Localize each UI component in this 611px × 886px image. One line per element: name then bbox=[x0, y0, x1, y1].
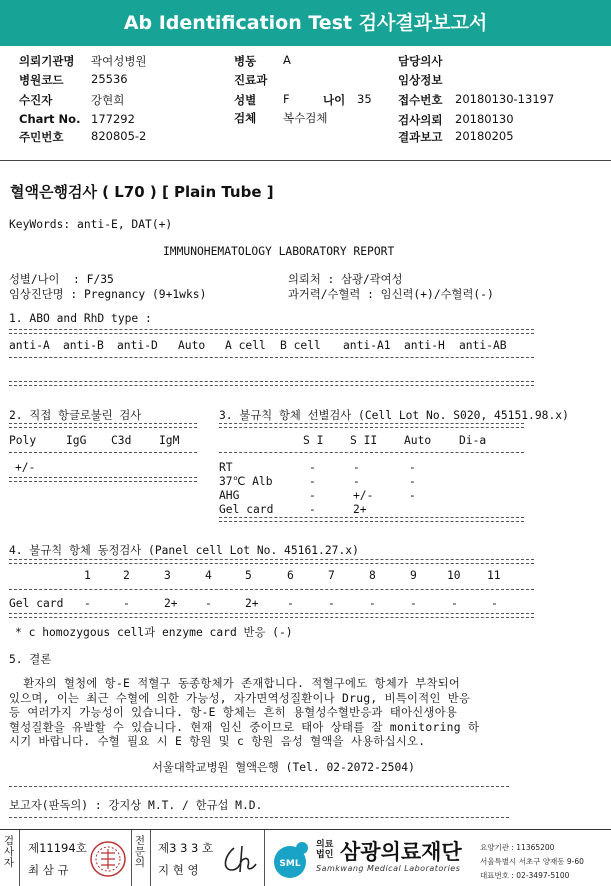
logo-text: SML bbox=[279, 859, 301, 869]
reporter-rule-top bbox=[9, 786, 509, 787]
info-sex-age: 성별/나이 : F/35 bbox=[9, 273, 114, 286]
hdr-c2-r2: 성별 F bbox=[234, 92, 290, 107]
inspector-seal-icon bbox=[88, 839, 128, 879]
panel-cell-number: 6 bbox=[287, 569, 294, 582]
sec2-header-cell: IgM bbox=[159, 434, 180, 447]
sec3-cell: 2+ bbox=[353, 503, 367, 516]
sec1-header-cell: anti-AB bbox=[459, 339, 507, 352]
panel-cell-number: 11 bbox=[487, 569, 501, 582]
panel-cell-result: 2+ bbox=[164, 597, 178, 610]
panel-cell-result: 2+ bbox=[245, 597, 259, 610]
sec3-row-label: Gel card bbox=[219, 503, 274, 516]
sec4-rule-bottom bbox=[9, 613, 534, 618]
sec1-rule-mid bbox=[9, 357, 534, 358]
hdr-c2-r3: 검체 복수검체 bbox=[234, 111, 328, 125]
info-diagnosis: 임상진단명 : Pregnancy (9+1wks) bbox=[9, 288, 207, 301]
conclusion-line: 있으며, 이는 최근 수혈에 의한 가능성, 자가면역성질환이나 Drug, 비특이적인 반응 bbox=[9, 691, 471, 705]
info-history: 과거력/수혈력 : 임신력(+)/수혈력(-) bbox=[288, 288, 494, 301]
sec2-rule-top bbox=[9, 423, 197, 428]
org-english: Samkwang Medical Laboratories bbox=[316, 864, 461, 873]
sec3-cell: - bbox=[409, 475, 416, 488]
hdr-c1-r0: 의뢰기관명 곽여성병원 bbox=[19, 54, 147, 68]
sec3-cell: - bbox=[309, 489, 316, 502]
sec2-title: 2. 직접 항글로불린 검사 bbox=[9, 409, 142, 422]
sec3-cell: +/- bbox=[353, 489, 374, 502]
panel-cell-result: - bbox=[369, 597, 376, 610]
sec4-row-label: Gel card bbox=[9, 597, 64, 610]
sec2-rule-mid bbox=[9, 452, 197, 453]
sec3-cell: - bbox=[353, 475, 360, 488]
hdr-age: 나이 35 bbox=[323, 92, 372, 107]
inspector-vertical-label: 검 사 자 bbox=[3, 835, 15, 869]
sec3-row-label: 37℃ Alb bbox=[219, 475, 273, 488]
hdr-c1-r4: 주민번호 820805-2 bbox=[19, 129, 147, 144]
hdr-c2-r0: 병동 A bbox=[234, 53, 291, 68]
inspector-no: 제11194호 bbox=[28, 841, 87, 855]
sec1-header-cell: anti-D bbox=[117, 339, 158, 352]
specialist-name: 지 현 영 bbox=[158, 863, 199, 877]
info-requester: 의뢰처 : 삼광/곽여성 bbox=[288, 273, 403, 286]
hdr-c2-r1: 진료과 bbox=[234, 73, 268, 87]
panel-cell-number: 10 bbox=[447, 569, 461, 582]
footer bbox=[0, 829, 611, 886]
sec3-cell: - bbox=[309, 475, 316, 488]
sec1-header-cell: anti-A bbox=[9, 339, 50, 352]
org-prefix: 의료 법인 bbox=[316, 840, 334, 860]
sec1-header-cell: anti-B bbox=[63, 339, 104, 352]
hdr-c1-r2: 수진자 강현희 bbox=[19, 93, 125, 107]
footer-divider-2 bbox=[131, 830, 132, 886]
org-name: 삼광의료재단 bbox=[340, 840, 462, 864]
panel-cell-number: 8 bbox=[369, 569, 376, 582]
sec3-row-label: RT bbox=[219, 461, 233, 474]
hdr-c1-r3: Chart No. 177292 bbox=[19, 112, 135, 126]
panel-cell-number: 5 bbox=[245, 569, 252, 582]
sec4-rule-top bbox=[9, 559, 534, 564]
hdr-c3-r0: 담당의사 bbox=[398, 54, 443, 68]
sec3-cell: - bbox=[409, 461, 416, 474]
sec3-row-label: AHG bbox=[219, 489, 240, 502]
panel-cell-result: - bbox=[84, 597, 91, 610]
sec2-rule-bottom bbox=[9, 477, 197, 482]
org-code: 요양기관 : 11365200 bbox=[480, 843, 555, 852]
sml-logo-icon bbox=[268, 836, 314, 882]
conclusion-line: 등 여러가지 가능성이 있습니다. 항-E 항체는 흔히 용혈성수혈반응과 태아신생아용 bbox=[9, 706, 458, 719]
sec1-header-cell: Auto bbox=[178, 339, 206, 352]
sec3-rule-bottom bbox=[219, 517, 524, 522]
sec3-cell: - bbox=[353, 461, 360, 474]
sec4-note: * c homozygous cell과 enzyme card 반응 (-) bbox=[15, 626, 293, 639]
conclusion-line: 환자의 혈청에 항-E 적혈구 동종항체가 존재합니다. 적혈구에도 항체가 부착되어 bbox=[9, 677, 461, 690]
conclusion-line: 시기 바랍니다. 수혈 필요 시 E 항원 및 c 항원 음성 혈액을 사용하십시오. bbox=[9, 735, 426, 748]
sec1-header-cell: anti-A1 bbox=[343, 339, 391, 352]
sec3-title: 3. 불규칙 항체 선별검사 (Cell Lot No. S020, 45151.98.x) bbox=[219, 409, 569, 422]
sec3-rule-top bbox=[219, 423, 524, 428]
hdr-c3-r1: 임상정보 bbox=[398, 73, 443, 87]
sec4-title: 4. 불규칙 항체 동정검사 (Panel cell Lot No. 45161.27.x) bbox=[9, 544, 359, 557]
panel-cell-result: - bbox=[451, 597, 458, 610]
hospital-line: 서울대학교병원 혈액은행 (Tel. 02-2072-2504) bbox=[152, 761, 415, 774]
sec1-header-cell: anti-H bbox=[404, 339, 445, 352]
footer-divider-3 bbox=[150, 830, 151, 886]
panel-cell-number: 9 bbox=[410, 569, 417, 582]
signature-icon bbox=[220, 842, 260, 876]
sec3-cell: - bbox=[309, 503, 316, 516]
sec3-rule-mid bbox=[219, 452, 524, 453]
sec3-header-cell: S I bbox=[303, 434, 324, 447]
panel-cell-result: - bbox=[287, 597, 294, 610]
specialist-no: 제3 3 3 호 bbox=[158, 841, 214, 855]
panel-cell-number: 2 bbox=[123, 569, 130, 582]
specialist-vertical-label: 전 문 의 bbox=[134, 835, 146, 869]
inspector-name: 최 삼 규 bbox=[28, 863, 69, 877]
panel-cell-number: 7 bbox=[328, 569, 335, 582]
panel-cell-result: - bbox=[328, 597, 335, 610]
panel-cell-result: - bbox=[205, 597, 212, 610]
conclusion-line: 혈성질환을 유발할 수 있습니다. 현재 임신 중이므로 태아 상태를 잘 monitoring 하 bbox=[9, 720, 480, 734]
hdr-c3-r4: 결과보고 20180205 bbox=[398, 129, 514, 144]
sec3-header-cell: Di-a bbox=[459, 434, 487, 447]
sec4-rule-mid bbox=[9, 589, 534, 590]
sec2-value: +/- bbox=[15, 461, 36, 474]
sec5-title: 5. 결론 bbox=[9, 653, 52, 666]
footer-divider-4 bbox=[264, 830, 265, 886]
hdr-c3-r3: 검사의뢰 20180130 bbox=[398, 112, 514, 127]
report-heading: IMMUNOHEMATOLOGY LABORATORY REPORT bbox=[163, 245, 395, 258]
sec2-header-cell: Poly bbox=[9, 434, 37, 447]
sec1-title: 1. ABO and RhD type : bbox=[9, 312, 152, 325]
reporter-line: 보고자(판독의) : 강지상 M.T. / 한규섭 M.D. bbox=[9, 799, 263, 812]
org-address: 서울특별시 서초구 양재동 9-60 bbox=[480, 857, 584, 866]
panel-cell-number: 4 bbox=[205, 569, 212, 582]
panel-cell-result: - bbox=[491, 597, 498, 610]
keywords: KeyWords: anti-E, DAT(+) bbox=[9, 218, 173, 231]
sec3-header-cell: S II bbox=[350, 434, 378, 447]
sec1-header-cell: A cell bbox=[225, 339, 266, 352]
panel-cell-number: 3 bbox=[164, 569, 171, 582]
header-divider bbox=[0, 160, 611, 161]
panel-cell-result: - bbox=[410, 597, 417, 610]
reporter-rule-bottom bbox=[9, 817, 509, 818]
sec3-header-cell: Auto bbox=[404, 434, 432, 447]
org-phone: 대표번호 : 02-3497-5100 bbox=[480, 871, 570, 880]
sec1-rule-top bbox=[9, 329, 534, 334]
sec1-rule-bottom bbox=[9, 381, 534, 386]
report-title: 혈액은행검사 ( L70 ) [ Plain Tube ] bbox=[10, 183, 274, 201]
sec1-header-cell: B cell bbox=[280, 339, 321, 352]
sec3-cell: - bbox=[309, 461, 316, 474]
report-banner-title: Ab Identification Test 검사결과보고서 bbox=[0, 0, 611, 46]
footer-divider-1 bbox=[19, 830, 20, 886]
panel-cell-number: 1 bbox=[84, 569, 91, 582]
hdr-c3-r2: 접수번호 20180130-13197 bbox=[398, 92, 555, 107]
sec2-header-cell: C3d bbox=[111, 434, 132, 447]
panel-cell-result: - bbox=[123, 597, 130, 610]
sec2-header-cell: IgG bbox=[66, 434, 87, 447]
hdr-c1-r1: 병원코드 25536 bbox=[19, 72, 128, 87]
sec3-cell: - bbox=[409, 489, 416, 502]
